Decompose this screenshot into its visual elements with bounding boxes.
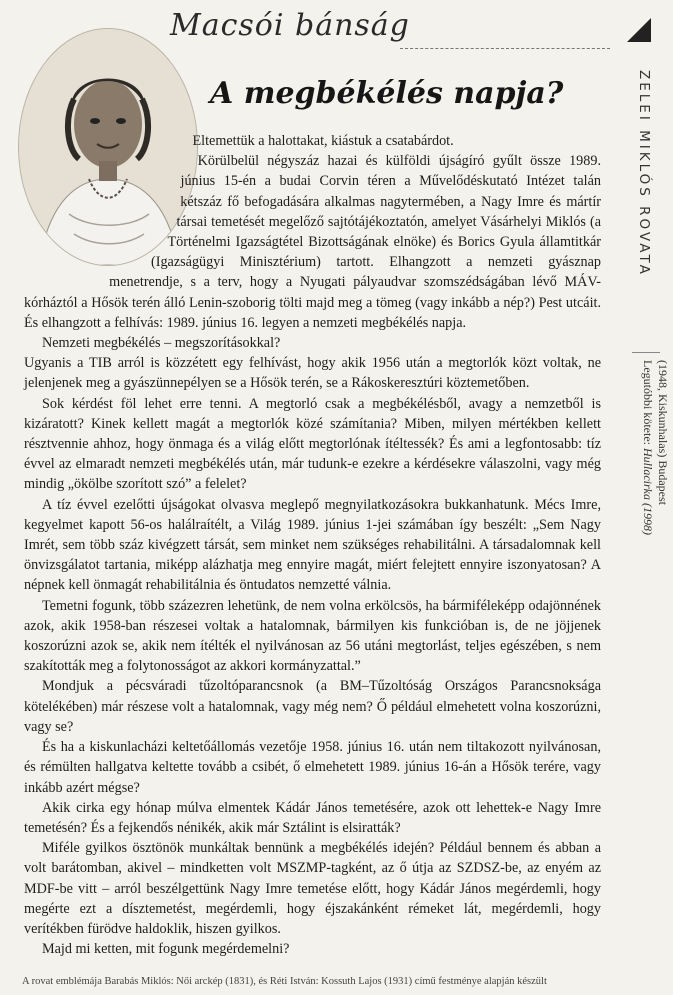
paragraph: Majd mi ketten, mit fogunk megérdemelni? (42, 941, 290, 958)
paragraph: Sok kérdést föl lehet erre tenni. A megtorló csak a megbékélésből, avagy a nemzetből is kizáratott? Kinek kellett magát a megtorlók közé számítania? Miben, milyen mértékben kellett résztvennie ahhoz, hogy önmaga és a világ előtt megtorlónak ítéltessék? És ami a legfontosabb: tíz évvel az elmaradt nemzeti megbékélés után, már tudunk-e ezekre a kérdésekre válaszolni, vagy még mindig „ökölbe szorított szó” a felelet? (24, 395, 601, 493)
bio-meta: (1948, Kiskunhalas) Budapest (656, 360, 670, 505)
paragraph: Nemzeti megbékélés – megszorításokkal? (42, 335, 281, 352)
paragraph: Körülbelül négyszáz hazai és külföldi újságíró gyűlt össze 1989. június 15-én a budai Corvin téren a Művelődéskutató Intézet talán kétszáz fő befogadására alkalmas nagytermében, a Nagy Imre és mártír társai temetését megelőző sajtótájékoztatón, amelyet Vásárhelyi Miklós (a Történelmi Igazságtétel Bizottságának elnöke) és Borics Gyula államtitkár (Igazságügyi Minisztérium) tartott. Elhangzott a nemzeti gyásznap menetrendje, s a terv, hogy a Nyugati pályaudvar szomszédságában lévő MÁV-kórháztól a Hősök terén álló Lenin-szoborig tölti majd meg a tömeg (vagy inkább a nép?) Pest utcáit. És elhangzott a felhívás: 1989. június 16. legyen a nemzeti megbékélés napja. (24, 153, 601, 331)
article-title: A megbékélés napja? (210, 76, 564, 111)
article-body (24, 131, 601, 959)
rovat-title: Macsói bánság (170, 8, 410, 43)
paragraph: Ugyanis a TIB arról is közzétett egy felhívást, hogy akik 1956 után a megtorlók közt voltak, ne jelenjenek meg a gyászünnepélyen se a Hősök terén, se a Rákoskeresztúri köztemetőben. (24, 355, 601, 392)
paragraph: Temetni fogunk, több százezren lehetünk, de nem volna erkölcsös, ha bármiféleképp odajönnének azok, akik 1958-ban részesei voltak a hatalomnak, bármilyen kis funkcióban is, de ne jöjjenek koszorúzni azok se, akik nem ítélték el nyilvánosan az 56 utáni megtorlást, teljes egészében, s nem szakították meg a folytonosságot az akkori kormányzattal.” (24, 597, 601, 675)
footer-note: A rovat emblémája Barabás Miklós: Női arckép (1831), és Réti István: Kossuth Lajos (1931) című festménye alapján készült (22, 976, 547, 987)
paragraph: A tíz évvel ezelőtti újságokat olvasva meglepő megnyilatkozásokra bukkanhatunk. Mécs Imre, kegyelmet kapott 56-os halálraítélt, a Világ 1989. június 1-jei számában így beszélt: „Sem Nagy Imrét, sem több száz kivégzett társát, sem minket nem szükséges rehabilitálni. A társadalomnak kell önvizsgálatot tartania, miképp alázhatja meg ennyire magát, miért felejtett ennyire iszonyatosan? A népnek kell önmagát rehabilitálnia és öntudatos nemzetté válnia. (24, 496, 601, 594)
paragraph: És ha a kiskunlacházi keltetőállomás vezetője 1958. június 16. után nem tiltakozott nyilvánosan, és rémülten hallgatva keltette tovább a csibét, ő elmehetett 1989. június 16-án a Hősök terére, vagy inkább azért mégse? (24, 739, 601, 796)
author-bio (640, 360, 670, 535)
paragraph: Mondjuk a pécsváradi tűzoltóparancsnok (a BM–Tűzoltóság Országos Parancsnoksága kötelékében) már részese volt a hatalomnak, vagy még nem? Ő például elmehetett volna koszorúzni, vagy se? (24, 678, 601, 735)
column-label: ZELEI MIKLÓS ROVATA (636, 70, 652, 277)
bio-book: Hullacirka (1998) (641, 447, 655, 535)
sidebar-divider (632, 352, 660, 353)
paragraph: Miféle gyilkos ösztönök munkáltak bennünk a megbékélés idején? Például bennem és abban a volt barátomban, akivel – mindketten volt MSZMP-tagként, az ő útja az SZDSZ-be, az enyém az MDF-be vitt – arról beszélgettünk Nagy Imre temetése előtt, hogy Kádár János megérdemli, hogy megérte ezt a dísztemetést, megérdemli, hogy éjszakánként rémeket lát, megérdemli, hogy verítékben fürödve haldoklik, hiszen gyilkos. (24, 840, 601, 937)
paragraph: Eltemettük a halottakat, kiástuk a csatabárdot. (192, 133, 454, 149)
paragraph: Akik cirka egy hónap múlva elmentek Kádár János temetésére, azok ott lehettek-e Nagy Imre temetésén? És a fejkendős nénikék, akik már Sztálint is elsiratták? (24, 799, 601, 836)
corner-triangle-icon (627, 18, 651, 42)
bio-book-label: Legutóbbi kötete: (641, 360, 655, 445)
rovat-dashed-rule (400, 48, 610, 49)
